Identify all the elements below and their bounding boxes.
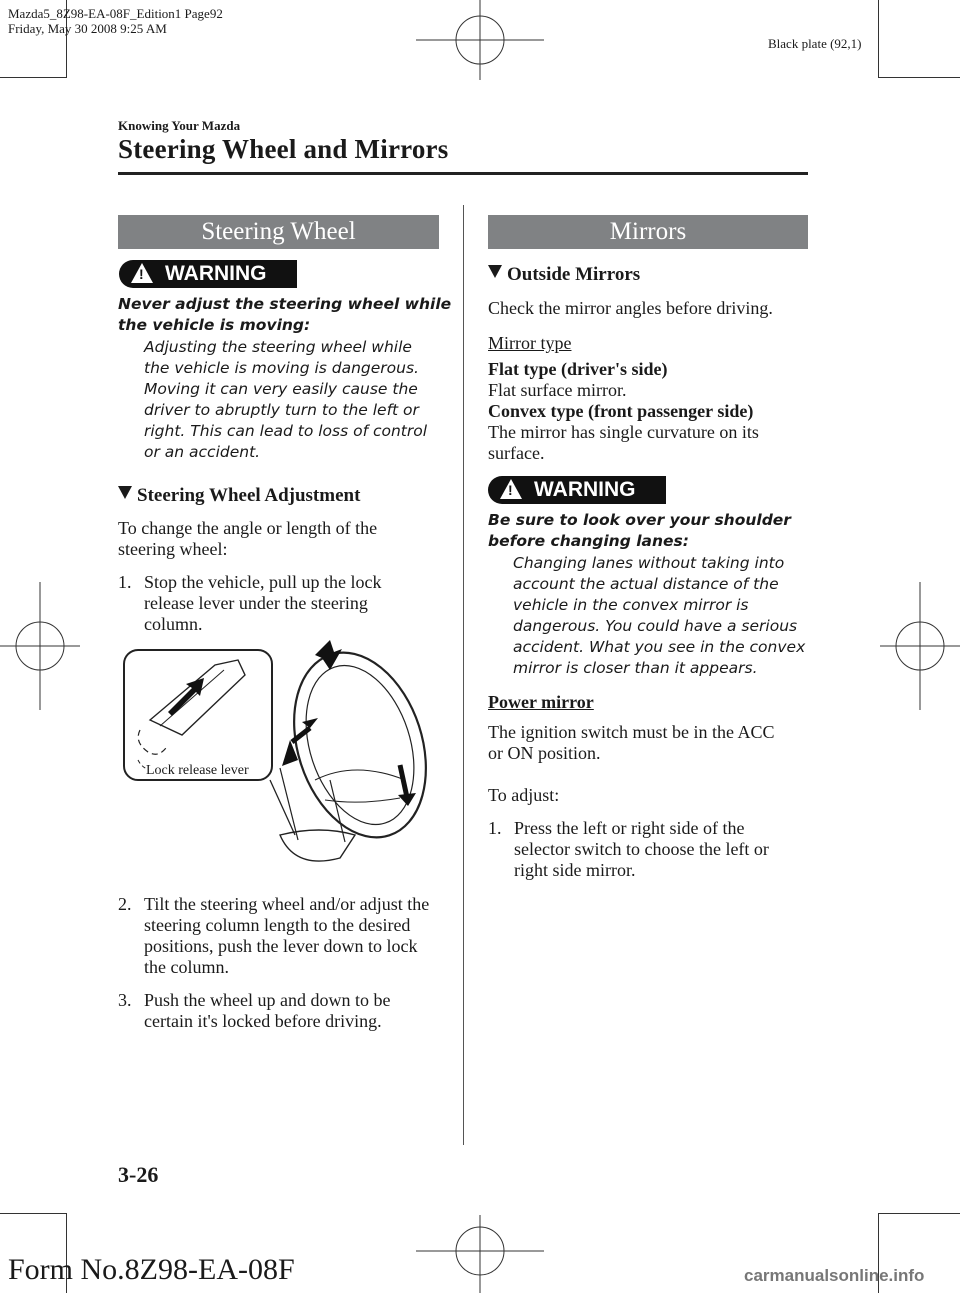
warning-heading-line-2: before changing lanes: [488,532,689,550]
steering-wheel-figure [120,630,450,880]
intro-line: To change the angle or length of the [118,518,378,538]
mirror-step-1: 1. Press the left or right side of the selector switch to choose the left or right side mirror. [488,818,769,880]
warning-heading-line-1: Never adjust the steering wheel while [118,295,452,313]
warning-body-line: mirror is closer than it appears. [513,659,758,677]
registration-mark-bottom [416,1215,544,1293]
warning-body-line: right. This can lead to loss of control [144,422,428,440]
warning-triangle-icon [131,263,153,283]
warning-body-line: Adjusting the steering wheel while [144,338,412,356]
step-3: 3. Push the wheel up and down to be certain it's locked before driving. [118,990,391,1031]
registration-mark-top [416,0,544,80]
title-rule [118,172,808,175]
subheading-outside-mirrors: Outside Mirrors [488,264,640,286]
column-divider [463,205,464,1145]
warning-heading-line-1: Be sure to look over your shoulder [488,511,791,529]
convex-type-body: surface. [488,443,545,463]
flat-type-heading: Flat type (driver's side) [488,359,668,379]
warning-badge-mirrors [488,476,666,504]
warning-body-line: account the actual distance of the [513,575,779,593]
warning-body-line: accident. What you see in the convex [513,638,806,656]
section-label: Knowing Your Mazda [118,118,241,133]
warning-body-line: driver to abruptly turn to the left or [144,401,419,419]
warning-body-line: the vehicle is moving is dangerous. [144,359,419,377]
power-mirror-body: The ignition switch must be in the ACC [488,722,775,742]
warning-triangle-icon [500,479,522,499]
mirror-type-heading: Mirror type [488,333,572,353]
warning-body-line: or an accident. [144,443,261,461]
file-date-line: Friday, May 30 2008 9:25 AM [8,21,167,36]
flat-type-body: Flat surface mirror. [488,380,627,400]
triangle-bullet-icon [118,486,132,499]
subheading-steering-adjustment: Steering Wheel Adjustment [118,485,360,507]
intro-line: steering wheel: [118,539,228,559]
warning-body-line: Changing lanes without taking into [513,554,785,572]
to-adjust-label: To adjust: [488,785,560,805]
plate-label: Black plate (92,1) [768,36,862,51]
page-title: Steering Wheel and Mirrors [118,134,449,164]
convex-type-body: The mirror has single curvature on its [488,422,759,442]
registration-mark-right [880,582,960,710]
warning-label: WARNING [534,478,636,501]
steering-wheel-bar: Steering Wheel [118,215,439,249]
warning-heading-line-2: the vehicle is moving: [118,316,311,334]
warning-badge-steering [119,260,297,288]
warning-body-line: Moving it can very easily cause the [144,380,418,398]
warning-label: WARNING [165,262,267,285]
power-mirror-body: or ON position. [488,743,601,763]
step-2: 2. Tilt the steering wheel and/or adjust the steering column length to the desired positions, push the lever down to lock the column. [118,894,430,977]
watermark: carmanualsonline.info [744,1266,925,1285]
mirrors-intro: Check the mirror angles before driving. [488,298,773,318]
convex-type-heading: Convex type (front passenger side) [488,401,754,421]
registration-mark-left [0,582,80,710]
form-number: Form No.8Z98-EA-08F [8,1253,295,1286]
warning-body-line: dangerous. You could have a serious [513,617,798,635]
step-1: 1. Stop the vehicle, pull up the lock release lever under the steering column. [118,572,382,634]
warning-body-line: vehicle in the convex mirror is [513,596,749,614]
triangle-bullet-icon [488,265,502,278]
page-number: 3-26 [118,1162,159,1187]
figure-label-lock-release-lever: Lock release lever [146,763,249,778]
file-info-line: Mazda5_8Z98-EA-08F_Edition1 Page92 [8,6,223,21]
mirrors-bar: Mirrors [488,215,808,249]
power-mirror-heading: Power mirror [488,692,594,712]
